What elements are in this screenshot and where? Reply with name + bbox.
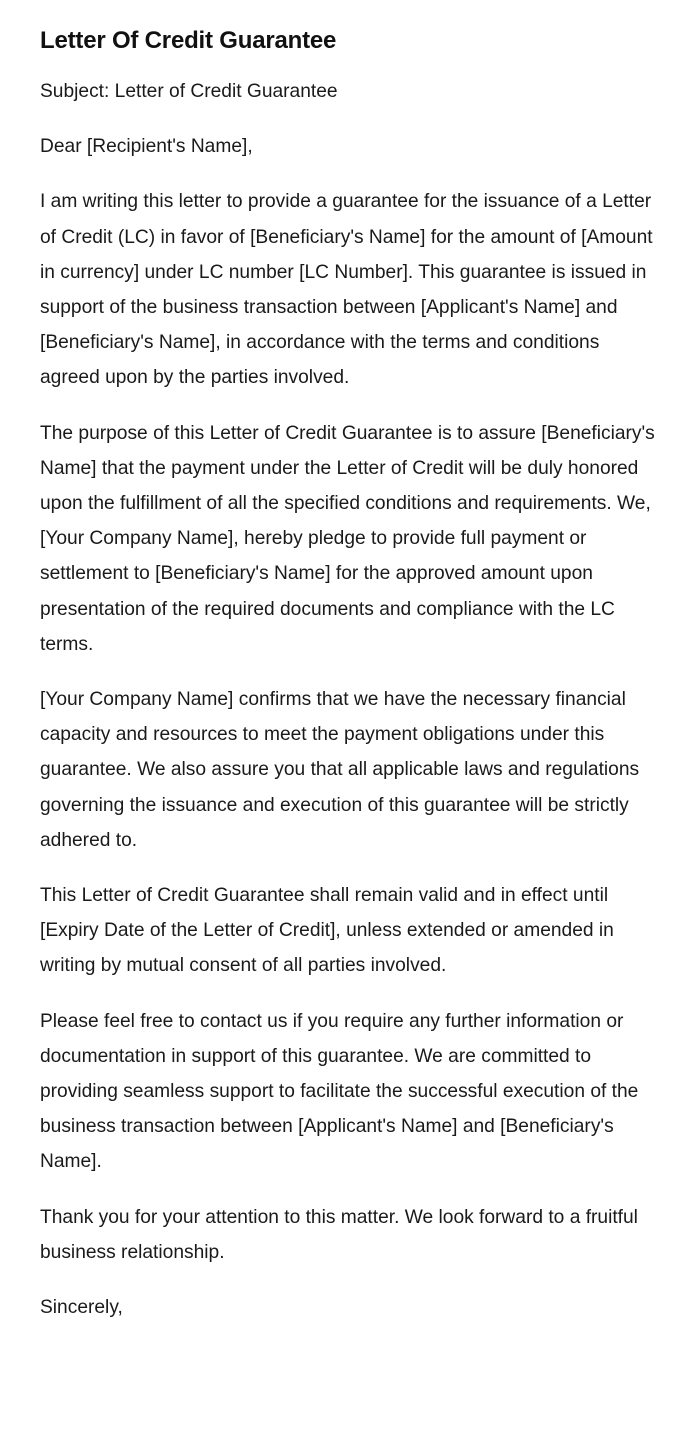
body-paragraph-thanks: Thank you for your attention to this matter. We look forward to a fruitful business relationship.	[40, 1206, 638, 1263]
subject-line: Subject: Letter of Credit Guarantee	[40, 81, 338, 102]
body-paragraph-contact: Please feel free to contact us if you require any further information or documentation in support of this guarantee. We are committed to providing seamless support to facilitate the successful execution of the business transaction between [Applicant's Name] and [Beneficiary's Name].	[40, 1010, 639, 1173]
body-paragraph-guarantee: I am writing this letter to provide a guarantee for the issuance of a Letter of Credit (LC) in favor of [Beneficiary's Name] for the amount of [Amount in currency] under LC number [LC Number]. This guarantee is issued in support of the business transaction between [Applicant's Name] and [Beneficiary's Name], in accordance with the terms and conditions agreed upon by the parties involved.	[40, 191, 653, 389]
document-title: Letter Of Credit Guarantee	[40, 27, 337, 54]
body-paragraph-validity: This Letter of Credit Guarantee shall remain valid and in effect until [Expiry Date of the Letter of Credit], unless extended or amended in writing by mutual consent of all parties involved.	[40, 885, 614, 977]
body-paragraph-purpose: The purpose of this Letter of Credit Guarantee is to assure [Beneficiary's Name] that the payment under the Letter of Credit will be duly honored upon the fulfillment of all the specified conditions and requirements. We, [Your Company Name], hereby pledge to provide full payment or settlement to [Beneficiary's Name] for the approved amount upon presentation of the required documents and compliance with the LC terms.	[40, 422, 655, 655]
closing: Sincerely,	[40, 1297, 123, 1319]
salutation: Dear [Recipient's Name],	[40, 136, 253, 158]
body-paragraph-capacity: [Your Company Name] confirms that we have the necessary financial capacity and resources to meet the payment obligations under this guarantee. We also assure you that all applicable laws and regulations governing the issuance and execution of this guarantee will be strictly adhered to.	[40, 689, 640, 851]
